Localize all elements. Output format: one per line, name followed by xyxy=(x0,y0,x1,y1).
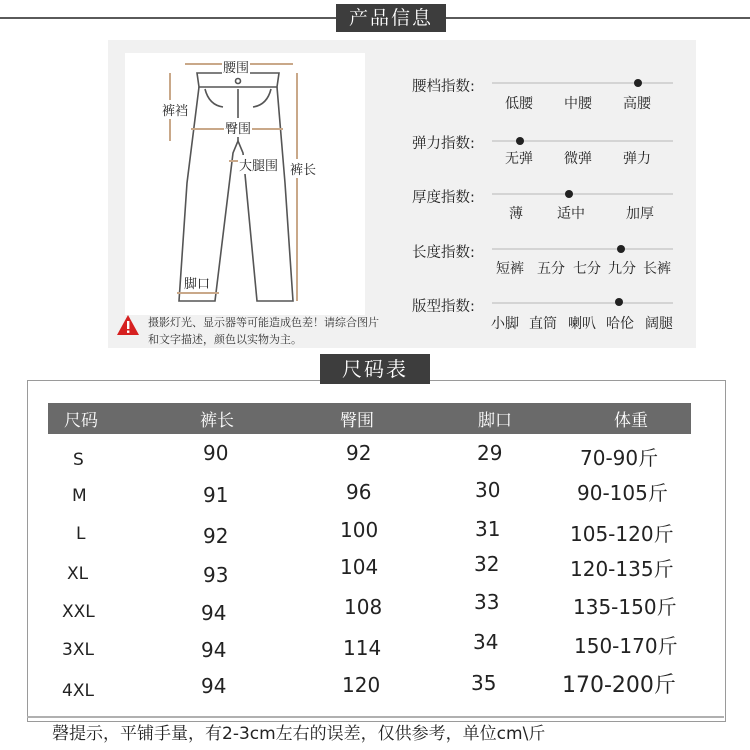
cell-length: 90 xyxy=(203,441,229,465)
product-header-rule-left xyxy=(0,17,336,19)
cell-hip: 100 xyxy=(340,518,379,542)
cell-weight: 170-200斤 xyxy=(562,673,676,698)
cell-size: XXL xyxy=(62,602,95,622)
cell-hip: 120 xyxy=(342,673,381,697)
index-option: 适中 xyxy=(557,206,585,222)
col-header-hem: 脚口 xyxy=(478,411,512,431)
col-header-size: 尺码 xyxy=(64,411,98,431)
size-chart-header: 尺码表 xyxy=(320,354,430,384)
index-track xyxy=(492,82,673,84)
cell-hip: 96 xyxy=(346,480,372,504)
index-label: 版型指数: xyxy=(412,299,475,315)
product-header-rule-right xyxy=(446,17,750,19)
index-option: 中腰 xyxy=(564,96,592,112)
index-option: 九分 xyxy=(608,261,636,277)
cell-hem: 32 xyxy=(474,552,500,576)
index-label: 腰档指数: xyxy=(412,79,475,95)
cell-hem: 34 xyxy=(473,630,499,654)
index-option: 无弹 xyxy=(505,151,533,167)
diagram-label-length: 裤长 xyxy=(289,159,317,178)
cell-size: S xyxy=(73,450,84,470)
index-option: 微弹 xyxy=(564,151,592,167)
index-option: 弹力 xyxy=(623,151,651,167)
index-option: 加厚 xyxy=(626,206,654,222)
cell-size: XL xyxy=(67,564,89,584)
col-header-weight: 体重 xyxy=(614,411,648,431)
index-option: 喇叭 xyxy=(568,316,596,332)
index-option: 薄 xyxy=(509,206,523,222)
index-option: 七分 xyxy=(573,261,601,277)
cell-weight: 150-170斤 xyxy=(574,634,678,658)
index-option: 哈伦 xyxy=(606,316,634,332)
cell-length: 92 xyxy=(203,524,229,548)
cell-hip: 108 xyxy=(344,595,383,619)
cell-weight: 70-90斤 xyxy=(580,446,659,470)
cell-length: 94 xyxy=(201,638,227,662)
index-label: 长度指数: xyxy=(412,245,475,261)
index-marker xyxy=(634,79,642,87)
product-info-header: 产品信息 xyxy=(336,4,446,32)
index-track xyxy=(492,302,673,304)
cell-weight: 135-150斤 xyxy=(573,595,677,619)
cell-hip: 92 xyxy=(346,441,372,465)
cell-length: 91 xyxy=(203,483,229,507)
index-option: 小脚 xyxy=(491,316,519,332)
cell-weight: 90-105斤 xyxy=(577,481,668,505)
index-option: 高腰 xyxy=(623,96,651,112)
cell-hip: 114 xyxy=(343,636,382,660)
index-track xyxy=(492,248,673,250)
table-bottom-rule xyxy=(27,716,724,718)
measurement-note: 磬提示，平铺手量，有2-3cm左右的误差，仅供参考，单位cm\斤 xyxy=(52,724,546,744)
cell-length: 94 xyxy=(201,601,227,625)
pants-diagram xyxy=(125,53,365,315)
index-option: 阔腿 xyxy=(645,316,673,332)
index-track xyxy=(492,193,673,195)
pants-outline-icon xyxy=(125,53,365,315)
warning-icon xyxy=(116,314,140,336)
index-option: 低腰 xyxy=(505,96,533,112)
col-header-length: 裤长 xyxy=(200,411,234,431)
cell-hem: 31 xyxy=(475,517,501,541)
index-option: 短裤 xyxy=(496,261,524,277)
diagram-label-waist: 腰围 xyxy=(222,57,250,76)
cell-hip: 104 xyxy=(340,555,379,579)
cell-hem: 33 xyxy=(474,590,500,614)
cell-length: 94 xyxy=(201,674,227,698)
index-option: 直筒 xyxy=(529,316,557,332)
col-header-hip: 臀围 xyxy=(340,411,374,431)
index-option: 五分 xyxy=(537,261,565,277)
diagram-label-rise: 裤裆 xyxy=(161,100,189,119)
diagram-label-hem: 脚口 xyxy=(183,273,211,292)
cell-length: 93 xyxy=(203,563,229,587)
cell-weight: 105-120斤 xyxy=(570,522,674,546)
index-marker xyxy=(617,245,625,253)
index-marker xyxy=(516,137,524,145)
cell-hem: 35 xyxy=(471,671,497,695)
cell-size: L xyxy=(76,524,86,544)
index-option: 长裤 xyxy=(643,261,671,277)
cell-hem: 30 xyxy=(475,478,501,502)
cell-size: 3XL xyxy=(62,640,94,660)
cell-size: M xyxy=(72,486,87,506)
index-marker xyxy=(615,298,623,306)
index-label: 厚度指数: xyxy=(412,190,475,206)
diagram-label-hip: 臀围 xyxy=(224,118,252,137)
index-label: 弹力指数: xyxy=(412,136,475,152)
index-marker xyxy=(565,190,573,198)
cell-weight: 120-135斤 xyxy=(570,557,674,581)
color-warning-text: 摄影灯光、显示器等可能造成色差！请综合图片和文字描述，颜色以实物为主。 xyxy=(148,316,379,346)
cell-size: 4XL xyxy=(62,681,94,701)
cell-hem: 29 xyxy=(477,441,503,465)
diagram-label-thigh: 大腿围 xyxy=(238,155,279,174)
